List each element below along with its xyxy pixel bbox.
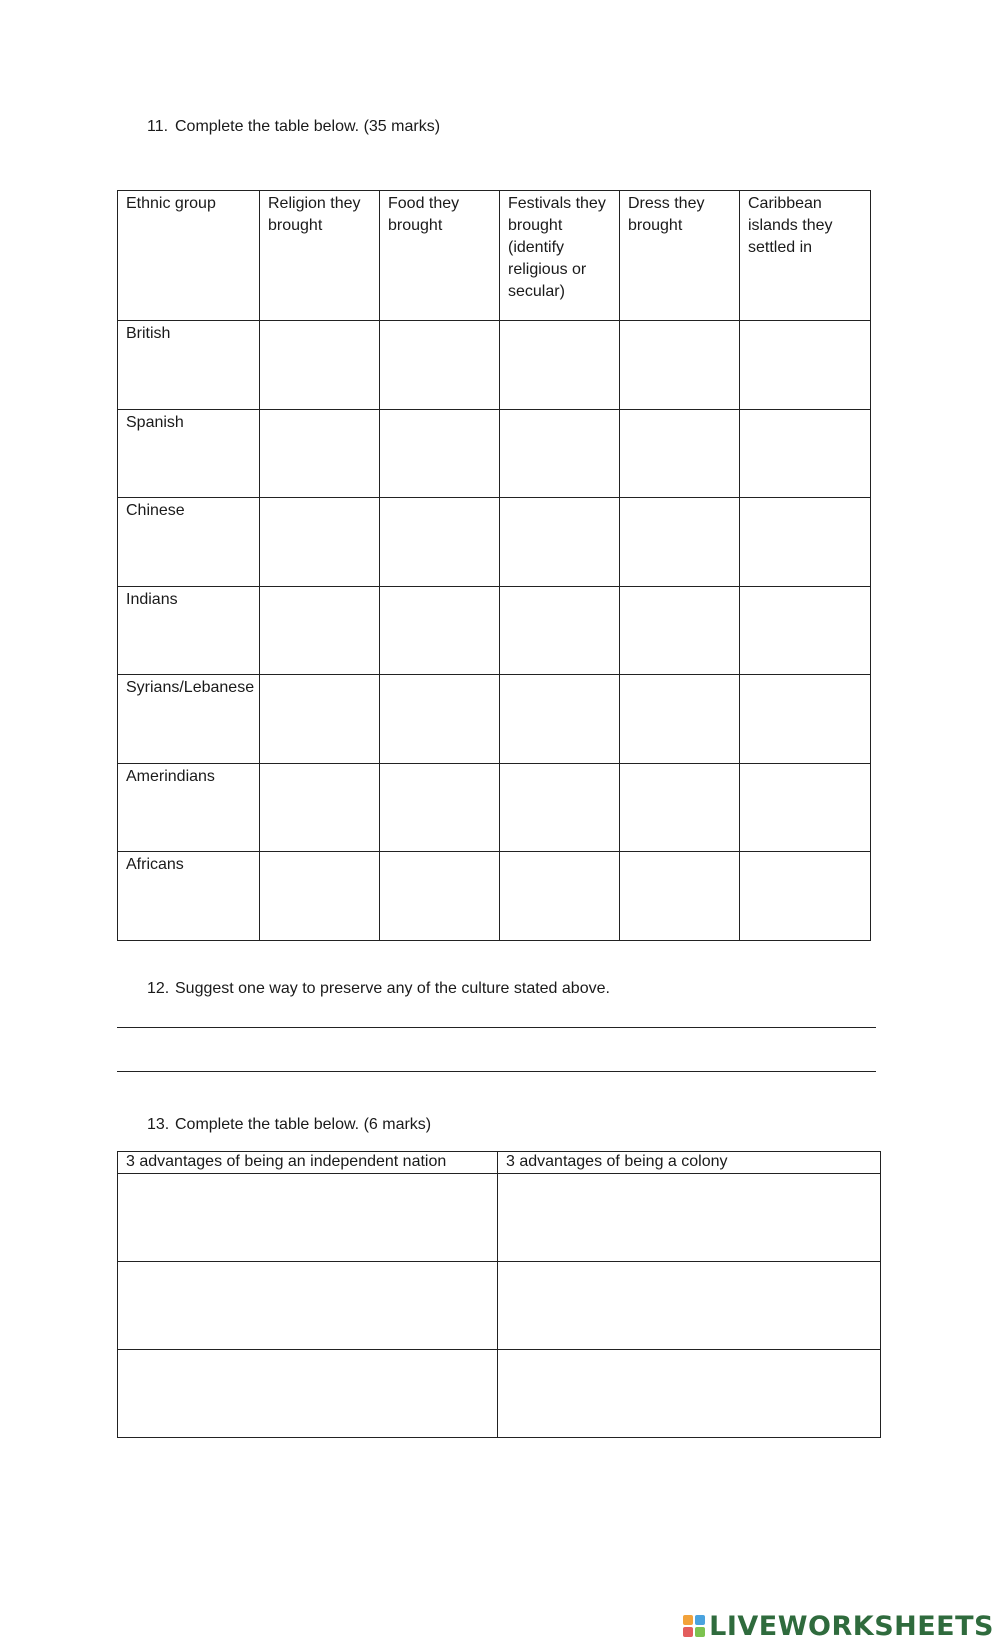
question-12-number: 12. [147,980,170,997]
answer-cell[interactable] [500,586,620,675]
question-12 [147,980,610,998]
answer-cell[interactable] [620,763,740,852]
answer-cell[interactable] [500,498,620,587]
table-row [118,675,871,764]
answer-cell[interactable] [740,409,871,498]
logo-square [695,1615,705,1625]
row-label-amerindians: Amerindians [118,763,260,852]
answer-cell[interactable] [260,763,380,852]
answer-cell[interactable] [380,675,500,764]
question-11-text: Complete the table below. (35 marks) [175,118,441,135]
question-13-text: Complete the table below. (6 marks) [175,1116,432,1133]
answer-cell[interactable] [740,321,871,410]
answer-cell[interactable] [118,1262,498,1350]
answer-cell[interactable] [118,1174,498,1262]
answer-cell[interactable] [380,763,500,852]
answer-cell[interactable] [380,409,500,498]
header-colony: 3 advantages of being a colony [498,1152,881,1174]
logo-grid-icon [683,1615,705,1637]
answer-cell[interactable] [260,852,380,941]
advantages-table [117,1151,881,1438]
row-label-spanish: Spanish [118,409,260,498]
answer-cell[interactable] [498,1174,881,1262]
answer-cell[interactable] [620,321,740,410]
table-row [118,852,871,941]
answer-cell[interactable] [260,498,380,587]
question-12-text: Suggest one way to preserve any of the culture stated above. [175,980,610,997]
answer-cell[interactable] [118,1350,498,1438]
answer-cell[interactable] [380,321,500,410]
table-row [118,1174,881,1262]
table-row [118,409,871,498]
answer-line[interactable] [117,1027,876,1028]
header-ethnic-group: Ethnic group [118,191,260,321]
table-row [118,321,871,410]
table-row [118,1262,881,1350]
answer-cell[interactable] [500,409,620,498]
answer-cell[interactable] [740,675,871,764]
answer-cell[interactable] [740,852,871,941]
header-islands: Caribbean islands they settled in [740,191,871,321]
brand-name: LIVEWORKSHEETS [709,1610,994,1642]
row-label-africans: Africans [118,852,260,941]
culture-table [117,190,871,941]
logo-square [695,1627,705,1637]
answer-cell[interactable] [260,409,380,498]
answer-cell[interactable] [500,675,620,764]
header-independent-nation: 3 advantages of being an independent nation [118,1152,498,1174]
answer-cell[interactable] [620,586,740,675]
table-row [118,763,871,852]
header-festivals: Festivals they brought (identify religious or secular) [500,191,620,321]
header-dress: Dress they brought [620,191,740,321]
question-11 [147,118,440,136]
answer-cell[interactable] [260,586,380,675]
answer-cell[interactable] [260,675,380,764]
answer-cell[interactable] [620,675,740,764]
answer-cell[interactable] [498,1350,881,1438]
answer-cell[interactable] [380,498,500,587]
liveworksheets-logo [683,1611,994,1641]
answer-cell[interactable] [498,1262,881,1350]
row-label-chinese: Chinese [118,498,260,587]
header-food: Food they brought [380,191,500,321]
answer-cell[interactable] [260,321,380,410]
advantages-header-row [118,1152,881,1174]
answer-cell[interactable] [500,763,620,852]
answer-cell[interactable] [620,409,740,498]
question-13 [147,1116,431,1134]
answer-cell[interactable] [620,852,740,941]
answer-cell[interactable] [620,498,740,587]
answer-cell[interactable] [380,852,500,941]
row-label-syrians-lebanese: Syrians/Lebanese [118,675,260,764]
row-label-british: British [118,321,260,410]
row-label-indians: Indians [118,586,260,675]
answer-cell[interactable] [740,498,871,587]
answer-cell[interactable] [500,321,620,410]
answer-line[interactable] [117,1071,876,1072]
question-11-number: 11. [147,118,169,135]
table-row [118,586,871,675]
logo-square [683,1615,693,1625]
answer-cell[interactable] [500,852,620,941]
question-13-number: 13. [147,1116,170,1133]
culture-table-header-row [118,191,871,321]
answer-cell[interactable] [740,586,871,675]
table-row [118,498,871,587]
header-religion: Religion they brought [260,191,380,321]
logo-square [683,1627,693,1637]
table-row [118,1350,881,1438]
answer-cell[interactable] [740,763,871,852]
answer-cell[interactable] [380,586,500,675]
